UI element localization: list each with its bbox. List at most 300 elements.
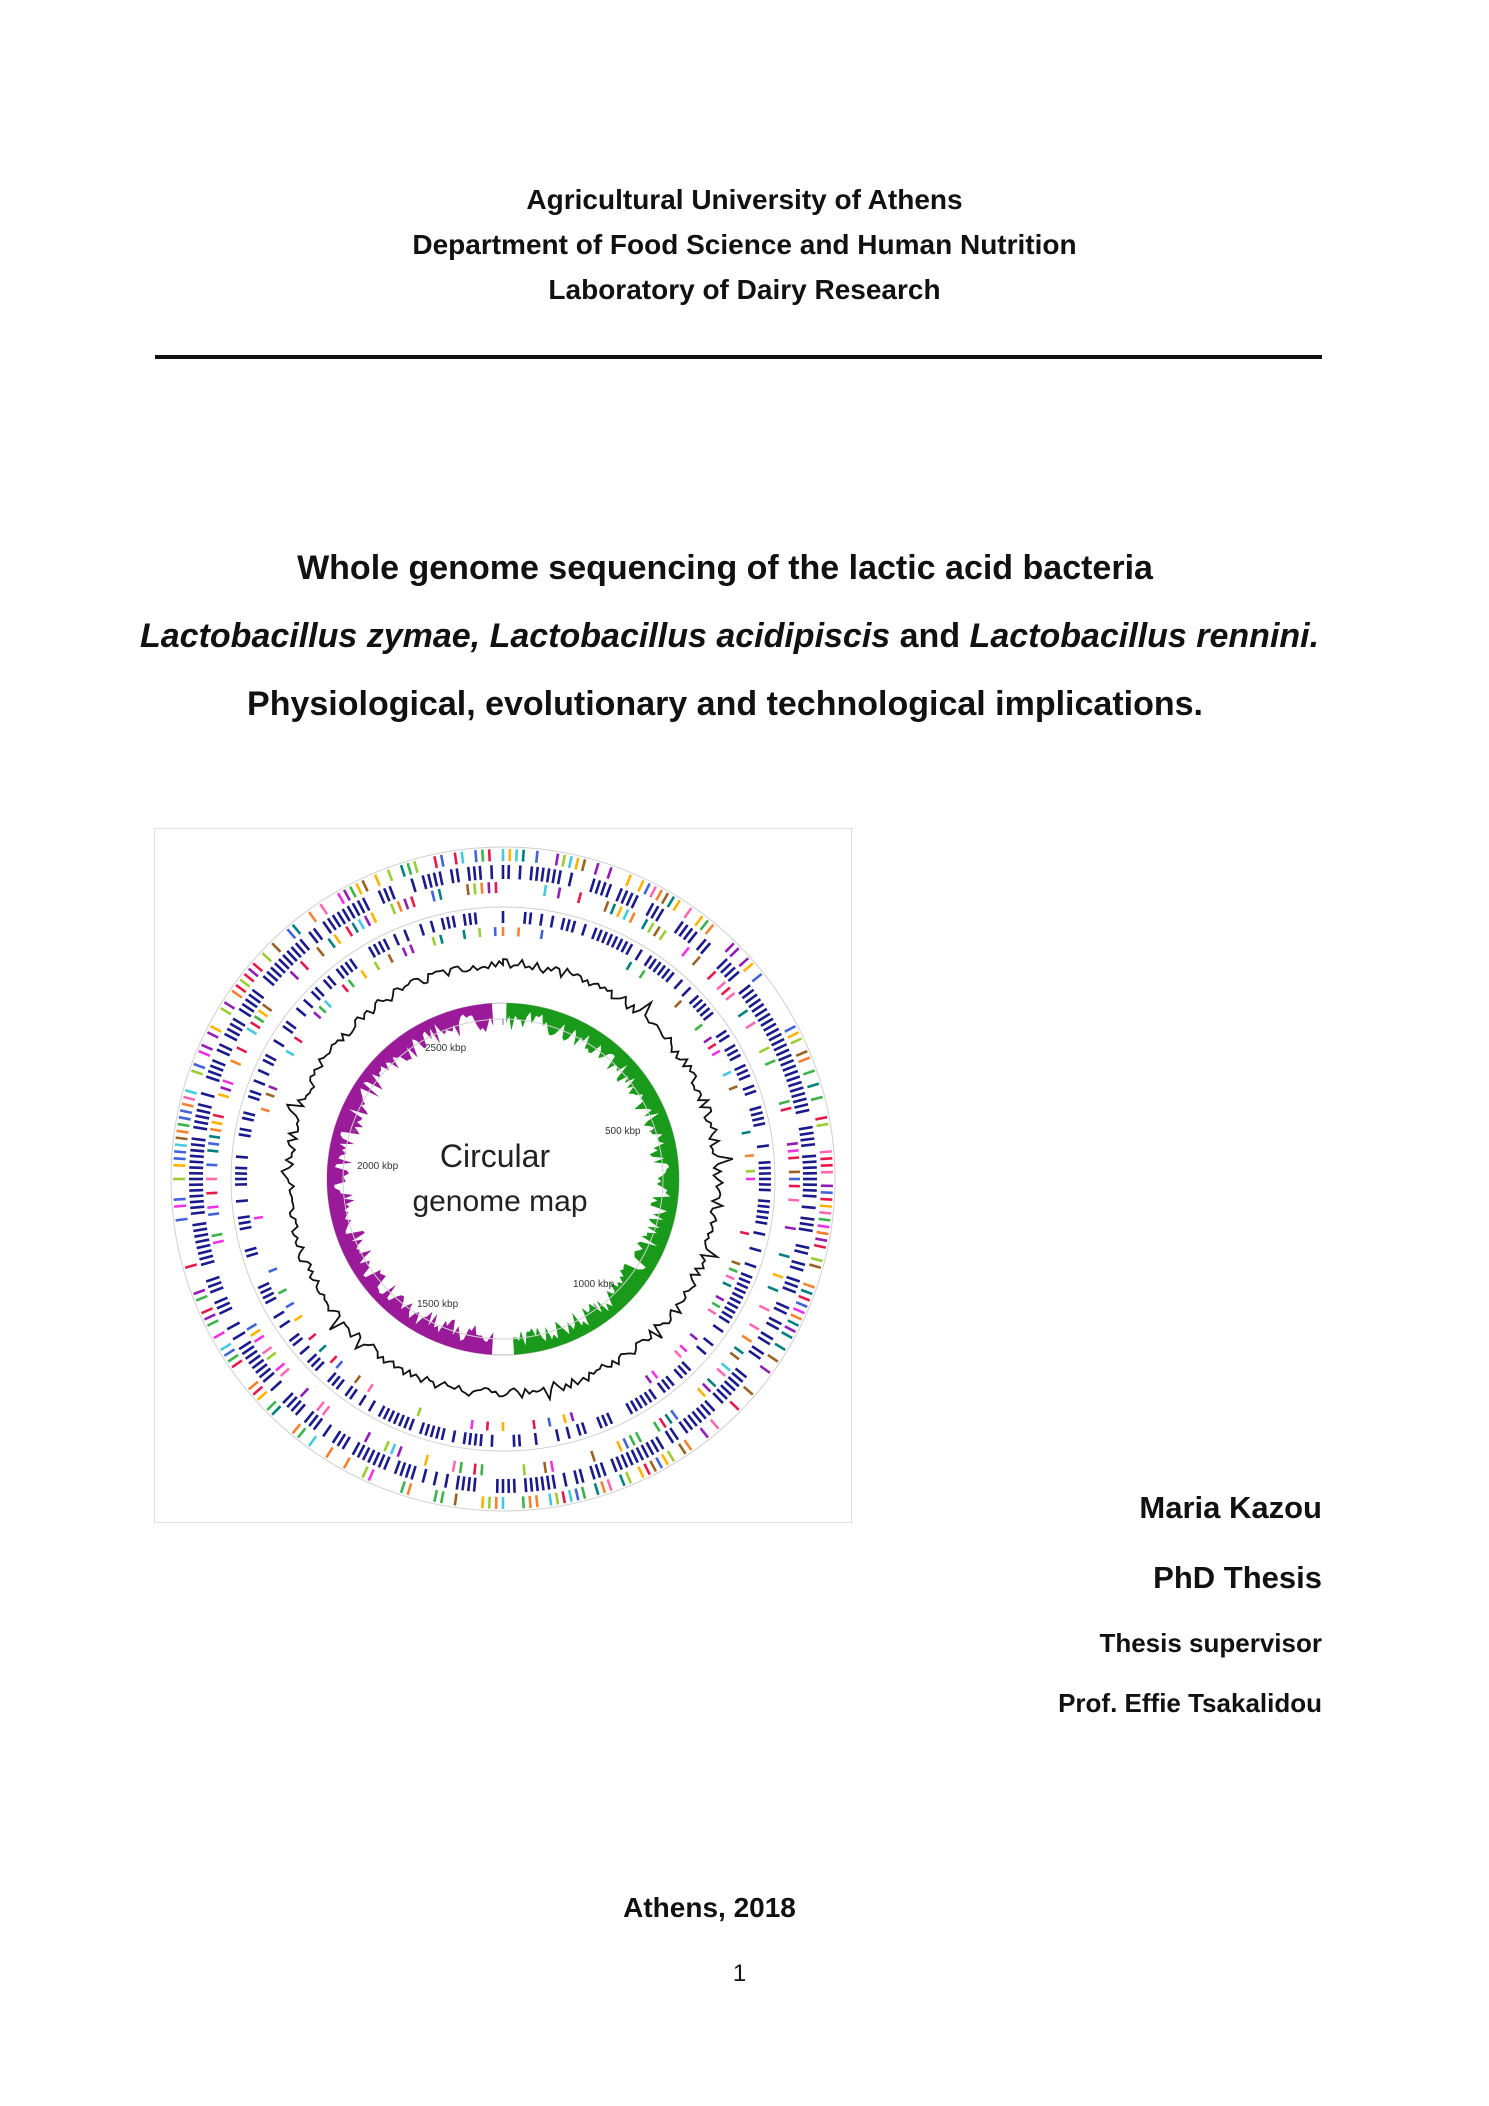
cds-feature <box>428 874 431 888</box>
cds-feature <box>369 1401 375 1411</box>
cds-feature <box>218 1094 229 1097</box>
cds-feature <box>595 863 598 874</box>
cds-feature <box>745 1263 756 1267</box>
cds-feature <box>607 934 612 945</box>
cds-feature <box>278 1289 286 1293</box>
cds-feature <box>608 1479 612 1490</box>
cds-feature <box>801 1144 815 1146</box>
cds-feature <box>212 1122 223 1124</box>
cds-feature <box>636 950 642 960</box>
cds-feature <box>757 1211 769 1213</box>
cds-feature <box>210 1287 223 1292</box>
cds-feature <box>194 1064 205 1068</box>
cds-feature <box>596 880 600 893</box>
cds-feature <box>551 1461 553 1472</box>
cds-feature <box>391 1444 395 1454</box>
cds-feature <box>730 1353 739 1360</box>
cds-feature <box>781 1060 794 1065</box>
cds-feature <box>815 1117 827 1119</box>
cds-feature <box>245 1248 257 1251</box>
cds-feature <box>481 1434 482 1446</box>
cds-feature <box>265 1055 276 1061</box>
cds-feature <box>739 1278 750 1283</box>
cds-feature <box>556 854 558 866</box>
cds-feature <box>700 1008 709 1016</box>
cds-feature <box>690 1334 697 1340</box>
cds-feature <box>769 1034 781 1040</box>
cds-feature <box>255 1016 264 1022</box>
cds-feature <box>693 1000 702 1008</box>
cds-feature <box>464 914 466 926</box>
cds-feature <box>717 982 725 989</box>
cds-feature <box>225 1034 237 1040</box>
cds-feature <box>803 1162 817 1163</box>
cds-feature <box>344 890 350 901</box>
cds-feature <box>799 1058 810 1062</box>
cds-feature <box>272 943 280 952</box>
cds-feature <box>231 1060 241 1064</box>
cds-feature <box>208 1071 221 1076</box>
cds-feature <box>519 1434 520 1446</box>
cds-feature <box>601 1463 606 1476</box>
page-number: 1 <box>732 1960 747 1987</box>
cds-feature <box>725 1045 735 1051</box>
cds-feature <box>453 916 455 928</box>
cds-feature <box>214 1332 225 1338</box>
cds-feature <box>536 1477 538 1491</box>
cds-feature <box>730 1298 741 1304</box>
cds-feature <box>531 1478 532 1492</box>
cds-feature <box>735 1065 746 1070</box>
cds-feature <box>489 849 490 861</box>
cds-feature <box>622 891 628 904</box>
cds-feature <box>174 1151 186 1152</box>
cds-feature <box>514 1435 515 1447</box>
cds-feature <box>660 1418 666 1427</box>
cds-feature <box>295 1037 302 1042</box>
cds-feature <box>293 1338 302 1345</box>
cds-feature <box>342 985 348 992</box>
cds-feature <box>626 1403 632 1414</box>
cds-feature <box>695 1025 702 1031</box>
cds-feature <box>343 1437 350 1449</box>
cds-feature <box>211 1026 222 1032</box>
cds-feature <box>530 1496 531 1508</box>
cds-feature <box>631 1401 637 1411</box>
cds-feature <box>814 1245 826 1247</box>
cds-feature <box>193 1127 207 1129</box>
cds-feature <box>469 1433 471 1445</box>
cds-feature <box>404 1417 408 1428</box>
cds-feature <box>362 880 367 891</box>
cds-feature <box>290 1334 300 1341</box>
cds-feature <box>263 1293 274 1298</box>
cds-feature <box>442 1428 445 1440</box>
cds-feature <box>246 1253 257 1256</box>
cds-feature <box>236 1157 248 1158</box>
cds-feature <box>611 1459 616 1472</box>
cds-feature <box>737 1283 748 1288</box>
cds-feature <box>489 1497 490 1509</box>
cds-feature <box>524 912 525 924</box>
cds-feature <box>384 1441 388 1451</box>
cds-feature <box>743 1086 754 1090</box>
cds-feature <box>782 1332 793 1338</box>
cds-feature <box>787 1277 800 1282</box>
cds-feature <box>368 1450 374 1463</box>
cds-feature <box>779 1254 790 1257</box>
cds-feature <box>209 1136 220 1138</box>
cds-feature <box>547 1476 549 1490</box>
cds-feature <box>645 956 652 966</box>
cds-feature <box>475 850 476 862</box>
cds-feature <box>622 941 628 952</box>
cds-feature <box>207 1320 218 1325</box>
species-acidipiscis: Lactobacillus acidipiscis <box>489 617 891 655</box>
cds-feature <box>776 1050 789 1056</box>
cds-feature <box>199 1051 210 1056</box>
cds-feature <box>632 1450 638 1463</box>
cds-feature <box>182 1104 194 1107</box>
cds-feature <box>704 1013 713 1020</box>
cds-feature <box>401 865 405 876</box>
cds-feature <box>475 912 476 924</box>
genome-map-figure <box>155 829 851 1522</box>
cds-feature <box>267 1401 276 1409</box>
cds-feature <box>776 1303 789 1309</box>
cds-feature <box>240 1227 252 1229</box>
cds-feature <box>290 972 298 980</box>
cds-feature <box>590 879 594 892</box>
cds-feature <box>779 1101 790 1104</box>
cds-feature <box>774 1044 787 1050</box>
cds-feature <box>254 1217 263 1218</box>
cds-feature <box>690 996 699 1004</box>
cds-feature <box>233 1019 245 1026</box>
university-name: Agricultural University of Athens <box>526 184 963 215</box>
cds-feature <box>212 1060 225 1065</box>
cds-feature <box>319 1006 326 1012</box>
cds-feature <box>520 865 521 879</box>
cds-feature <box>739 1075 750 1080</box>
cds-feature <box>183 1097 195 1100</box>
cds-feature <box>668 897 674 907</box>
cds-feature <box>516 849 517 861</box>
cds-feature <box>617 939 622 950</box>
place-and-year: Athens, 2018 <box>623 1892 796 1923</box>
cds-feature <box>549 1418 551 1427</box>
cds-feature <box>781 1108 792 1111</box>
cds-feature <box>801 1290 812 1294</box>
cds-feature <box>785 1071 798 1076</box>
cds-feature <box>592 928 596 939</box>
cds-feature <box>189 1196 203 1197</box>
cds-feature <box>263 1060 274 1065</box>
cds-feature <box>265 1298 276 1304</box>
cds-feature <box>475 1434 476 1446</box>
cds-feature <box>208 1282 221 1287</box>
cds-feature <box>189 1167 203 1168</box>
cds-feature <box>626 944 632 955</box>
cds-feature <box>198 1250 212 1253</box>
cds-feature <box>739 958 748 966</box>
cds-feature <box>624 910 629 920</box>
cds-feature <box>394 1413 399 1424</box>
cds-feature <box>190 1156 204 1157</box>
cds-feature <box>177 1131 189 1133</box>
cds-feature <box>530 912 531 924</box>
cds-feature <box>788 1032 799 1037</box>
cds-feature <box>577 1424 580 1435</box>
gc-skew-negative <box>327 1003 493 1354</box>
cds-feature <box>202 1308 213 1313</box>
cds-feature <box>524 1464 525 1475</box>
cds-feature <box>474 883 475 894</box>
cds-feature <box>662 1454 668 1464</box>
cds-feature <box>309 1334 316 1340</box>
cds-feature <box>482 850 483 862</box>
cds-feature <box>474 866 475 880</box>
cds-feature <box>756 1216 768 1218</box>
cds-feature <box>732 1261 740 1264</box>
cds-feature <box>654 927 660 936</box>
cds-feature <box>574 1470 577 1484</box>
cds-feature <box>261 1288 272 1293</box>
cds-feature <box>582 859 585 871</box>
cds-feature <box>462 852 464 864</box>
cds-feature <box>228 1355 238 1362</box>
cds-feature <box>796 1245 810 1248</box>
cds-feature <box>317 1402 324 1411</box>
cds-feature <box>556 1493 558 1505</box>
cds-feature <box>665 1414 671 1423</box>
cds-feature <box>656 909 663 921</box>
cds-feature <box>640 1395 646 1405</box>
cds-feature <box>607 1413 612 1424</box>
cds-feature <box>662 1380 669 1389</box>
cds-feature <box>346 927 352 936</box>
cds-feature <box>328 939 334 948</box>
cds-feature <box>240 979 250 986</box>
cds-feature <box>761 1019 773 1026</box>
cds-feature <box>666 973 674 982</box>
cds-feature <box>481 1464 482 1475</box>
cds-feature <box>426 1424 429 1435</box>
cds-feature <box>794 1250 808 1253</box>
cds-feature <box>249 969 258 977</box>
cds-feature <box>571 1412 574 1421</box>
cds-feature <box>742 1336 751 1342</box>
cds-feature <box>788 1150 799 1151</box>
cds-feature <box>324 980 332 989</box>
cds-feature <box>549 1494 551 1506</box>
cds-feature <box>679 1444 686 1454</box>
cds-feature <box>596 1464 600 1477</box>
cds-feature <box>791 1314 802 1319</box>
cds-feature <box>673 900 679 910</box>
cds-feature <box>210 1066 223 1071</box>
cds-feature <box>439 889 441 900</box>
cds-feature <box>794 1104 808 1107</box>
laboratory-name: Laboratory of Dairy Research <box>548 274 941 305</box>
cds-feature <box>365 916 370 926</box>
cds-feature <box>208 1143 219 1144</box>
cds-feature <box>796 1110 810 1113</box>
cds-feature <box>489 882 490 893</box>
cds-feature <box>815 1239 827 1241</box>
cds-feature <box>295 1316 302 1321</box>
cds-feature <box>799 1229 813 1231</box>
cds-feature <box>414 861 417 873</box>
cds-feature <box>604 901 608 911</box>
cds-feature <box>788 1320 799 1325</box>
supervisor-label: Thesis supervisor <box>1099 1628 1322 1658</box>
cds-feature <box>752 1118 764 1121</box>
cds-feature <box>350 959 357 969</box>
cds-feature <box>811 1097 823 1100</box>
cds-feature <box>267 1353 276 1360</box>
cds-feature <box>332 1376 340 1385</box>
cds-feature <box>345 962 352 972</box>
cds-feature <box>258 1392 267 1400</box>
cds-feature <box>221 1008 231 1014</box>
cds-feature <box>765 1060 775 1064</box>
cds-feature <box>725 943 733 952</box>
cds-feature <box>820 1199 832 1200</box>
cds-feature <box>684 1440 691 1450</box>
cds-feature <box>590 1466 594 1479</box>
title-line-2 <box>140 602 1320 670</box>
cds-feature <box>442 918 445 930</box>
cds-feature <box>176 1138 188 1140</box>
cds-feature <box>221 1344 231 1350</box>
department-name: Department of Food Science and Human Nutrition <box>412 229 1077 260</box>
cds-feature <box>480 866 481 880</box>
cds-feature <box>309 912 316 922</box>
cds-feature <box>651 1440 658 1452</box>
cds-feature <box>737 1070 748 1075</box>
species-rennini: Lactobacillus rennini. <box>969 617 1320 655</box>
cds-feature <box>790 1088 803 1092</box>
cds-feature <box>358 1445 364 1457</box>
cds-feature <box>247 1028 256 1034</box>
cds-feature <box>708 1309 716 1314</box>
cds-feature <box>725 1307 735 1313</box>
cds-feature <box>400 1463 405 1476</box>
cds-feature <box>650 887 656 898</box>
cds-feature <box>567 1427 570 1439</box>
tick-label-1500: 1500 kbp <box>417 1299 459 1310</box>
cds-feature <box>569 1490 571 1502</box>
cds-feature <box>821 1165 833 1166</box>
cds-feature <box>224 1349 234 1355</box>
cds-feature <box>323 1406 330 1415</box>
cds-feature <box>759 1047 769 1052</box>
cds-feature <box>759 1190 771 1191</box>
cds-feature <box>787 1076 800 1081</box>
cds-feature <box>698 1388 705 1396</box>
cds-feature <box>569 856 571 868</box>
cds-feature <box>202 1045 213 1050</box>
cds-feature <box>353 903 360 915</box>
cds-feature <box>674 1369 682 1378</box>
cds-feature <box>637 1448 643 1461</box>
cds-feature <box>803 1190 817 1191</box>
cds-feature <box>280 1321 290 1328</box>
cds-feature <box>258 1070 269 1075</box>
cds-feature <box>174 1158 186 1159</box>
cds-feature <box>253 1387 262 1395</box>
cds-feature <box>811 1258 823 1261</box>
cds-feature <box>359 919 364 929</box>
cds-feature <box>361 971 366 978</box>
cds-feature <box>462 1476 464 1490</box>
cds-feature <box>738 1010 747 1016</box>
cds-feature <box>818 1225 830 1227</box>
cds-feature <box>348 906 355 918</box>
cds-feature <box>344 1458 350 1469</box>
cds-feature <box>745 1155 754 1156</box>
cds-feature <box>745 1091 756 1095</box>
cds-feature <box>697 1346 706 1354</box>
cds-feature <box>379 1406 385 1417</box>
cds-feature <box>567 919 570 931</box>
cds-feature <box>544 885 546 896</box>
cds-feature <box>410 1419 414 1430</box>
cds-feature <box>238 1216 250 1218</box>
author-name: Maria Kazou <box>1139 1490 1322 1525</box>
cds-feature <box>752 974 761 981</box>
cds-feature <box>323 1425 331 1436</box>
cds-feature <box>803 1167 817 1168</box>
cds-feature <box>431 1426 434 1438</box>
cds-feature <box>726 1276 734 1280</box>
cds-feature <box>722 1363 730 1370</box>
cds-feature <box>536 1495 537 1507</box>
cds-feature <box>293 925 301 934</box>
cds-feature <box>286 1303 294 1308</box>
cds-feature <box>542 868 544 882</box>
cds-feature <box>255 1336 264 1342</box>
cds-feature <box>406 1464 410 1477</box>
cds-feature <box>551 916 553 928</box>
cds-feature <box>293 1424 301 1433</box>
cds-feature <box>722 987 730 994</box>
cds-feature <box>325 1001 331 1007</box>
cds-feature <box>423 1469 427 1483</box>
cds-feature <box>434 1472 437 1486</box>
cds-feature <box>660 931 666 940</box>
cds-feature <box>723 1282 731 1286</box>
cds-feature <box>337 1380 344 1389</box>
cds-feature <box>468 867 470 881</box>
circular-genome-map <box>154 828 852 1523</box>
cds-feature <box>369 1470 374 1481</box>
cds-feature <box>232 1360 242 1367</box>
cds-feature <box>666 1376 674 1385</box>
cds-feature <box>185 1090 197 1093</box>
cds-feature <box>764 1024 776 1031</box>
cds-feature <box>576 858 579 870</box>
cds-feature <box>712 1303 720 1308</box>
cds-feature <box>247 1324 256 1330</box>
cds-feature <box>647 1442 654 1454</box>
cds-feature <box>572 921 575 933</box>
cds-feature <box>758 1200 770 1201</box>
cds-feature <box>365 1432 370 1442</box>
cds-feature <box>682 988 690 997</box>
cds-feature <box>418 1408 421 1416</box>
